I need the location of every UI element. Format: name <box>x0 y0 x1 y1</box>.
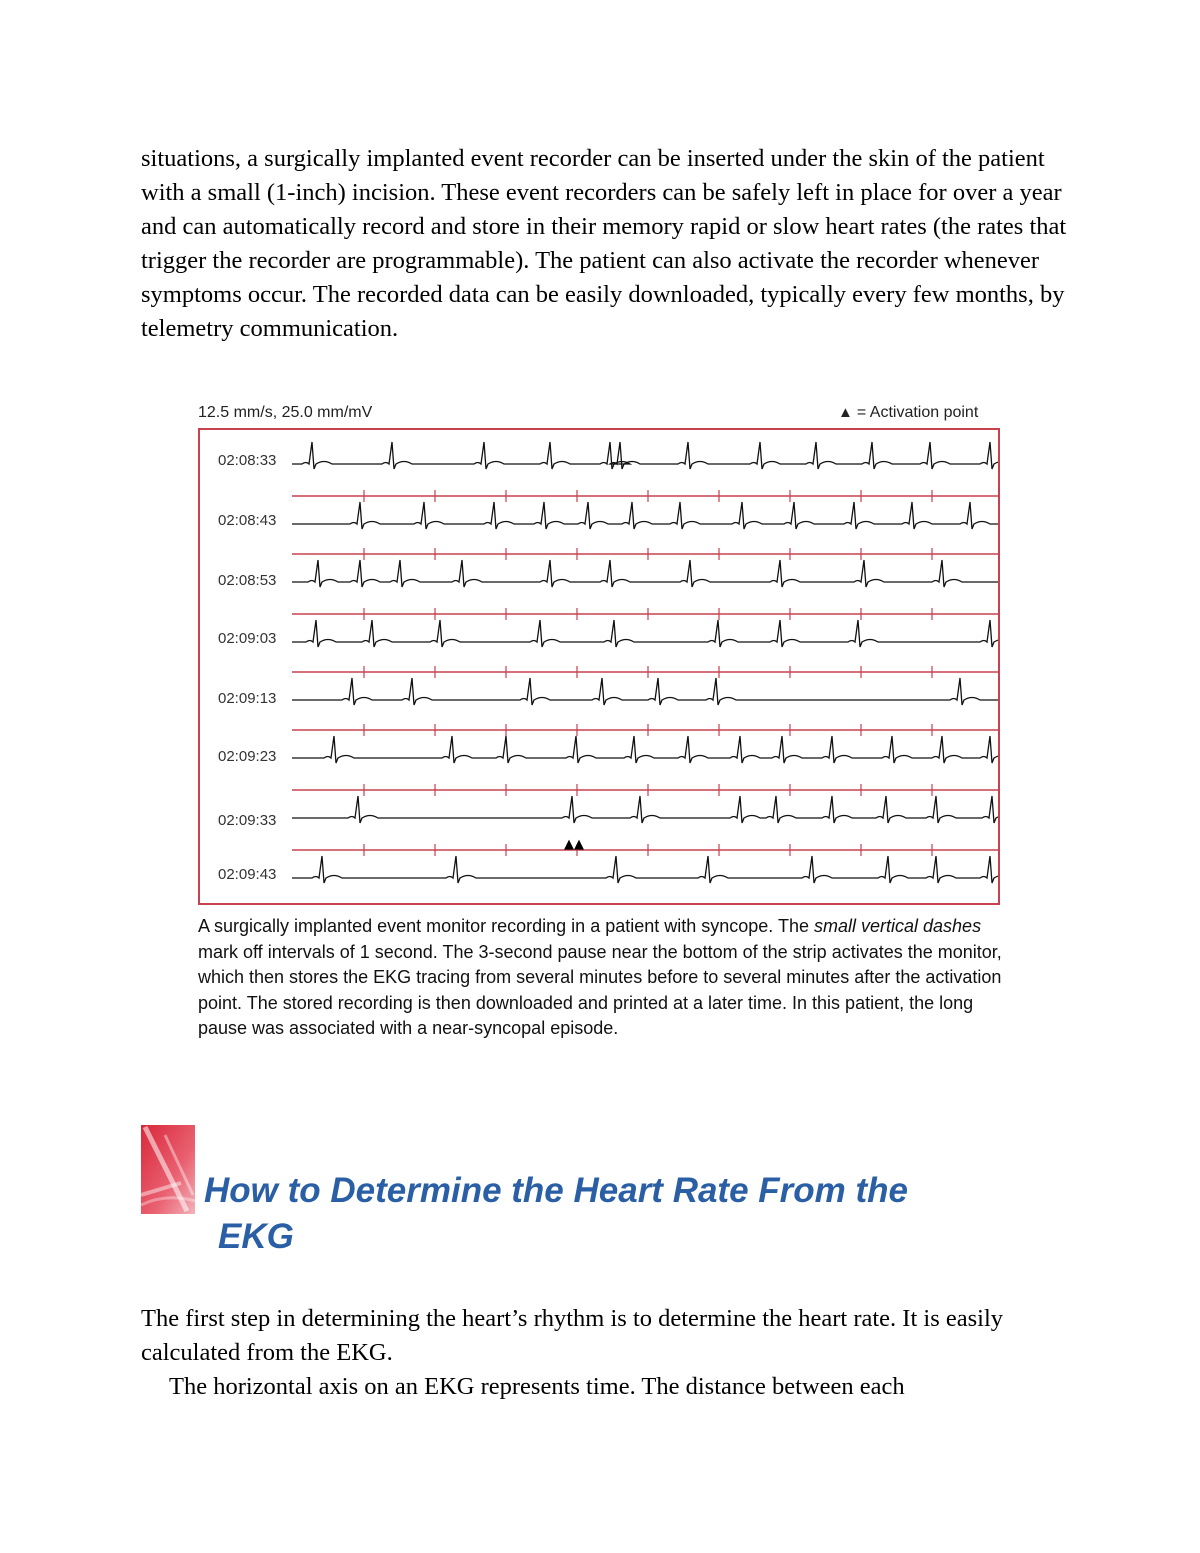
ekg-trace <box>292 678 998 705</box>
section-title-line: How to Determine the Heart Rate From the <box>204 1171 908 1210</box>
ekg-strip-frame <box>198 428 1000 905</box>
ekg-trace <box>292 796 998 823</box>
row-time: 02:09:43 <box>218 866 277 883</box>
caption-emphasis: small vertical dashes <box>814 916 982 936</box>
figure-caption <box>198 914 1018 1042</box>
intro-paragraph: situations, a surgically implanted event recorder can be inserted under the skin of the patient with a small (1-inch) incision. These event recorders can be safely left in place for over a year and can automatically record and store in their memory rapid or slow heart rates (the rates that trigger the recorder are programmable). The patient can also activate the recorder whenever symptoms occur. The recorded data can be easily downloaded, typically every few months, by telemetry communication. <box>141 145 1067 342</box>
activation-triangle-icon: ▲ <box>838 404 853 421</box>
row-time: 02:08:33 <box>218 452 277 469</box>
activation-legend <box>838 404 978 422</box>
section-title-line: EKG <box>218 1217 294 1256</box>
ekg-strip <box>200 430 998 903</box>
caption-text: A surgically implanted event monitor recording in a patient with syncope. The <box>198 916 814 936</box>
ekg-trace <box>292 856 998 883</box>
ekg-trace <box>292 736 998 763</box>
caption-text: mark off intervals of 1 second. The 3-second pause near the bottom of the strip activates the monitor, which then stores the EKG tracing from several minutes before to several minutes after the activation point. The stored recording is then downloaded and printed at a later time. In this patient, the long pause was associated with a near-syncopal episode. <box>198 941 1002 1038</box>
body-paragraph: The first step in determining the heart’s rhythm is to determine the heart rate. It is easily calculated from the EKG. <box>141 1305 1004 1366</box>
row-time: 02:08:43 <box>218 512 277 529</box>
row-time: 02:09:33 <box>218 812 277 829</box>
scale-label: 12.5 mm/s, 25.0 mm/mV <box>198 404 373 421</box>
row-time: 02:09:23 <box>218 748 277 765</box>
ekg-trace <box>292 502 998 529</box>
ekg-trace <box>292 620 998 647</box>
legend-text: = Activation point <box>856 404 979 421</box>
ekg-trace <box>292 560 998 587</box>
body-paragraph: The horizontal axis on an EKG represents time. The distance between each <box>169 1373 905 1400</box>
row-time: 02:09:03 <box>218 630 277 647</box>
row-time: 02:08:53 <box>218 572 277 589</box>
section-title <box>204 1168 1034 1260</box>
ekg-trace <box>292 442 998 469</box>
row-time: 02:09:13 <box>218 690 277 707</box>
red-triangle-section-icon <box>141 1125 195 1214</box>
activation-point-marker: ▲▲ <box>564 837 584 852</box>
